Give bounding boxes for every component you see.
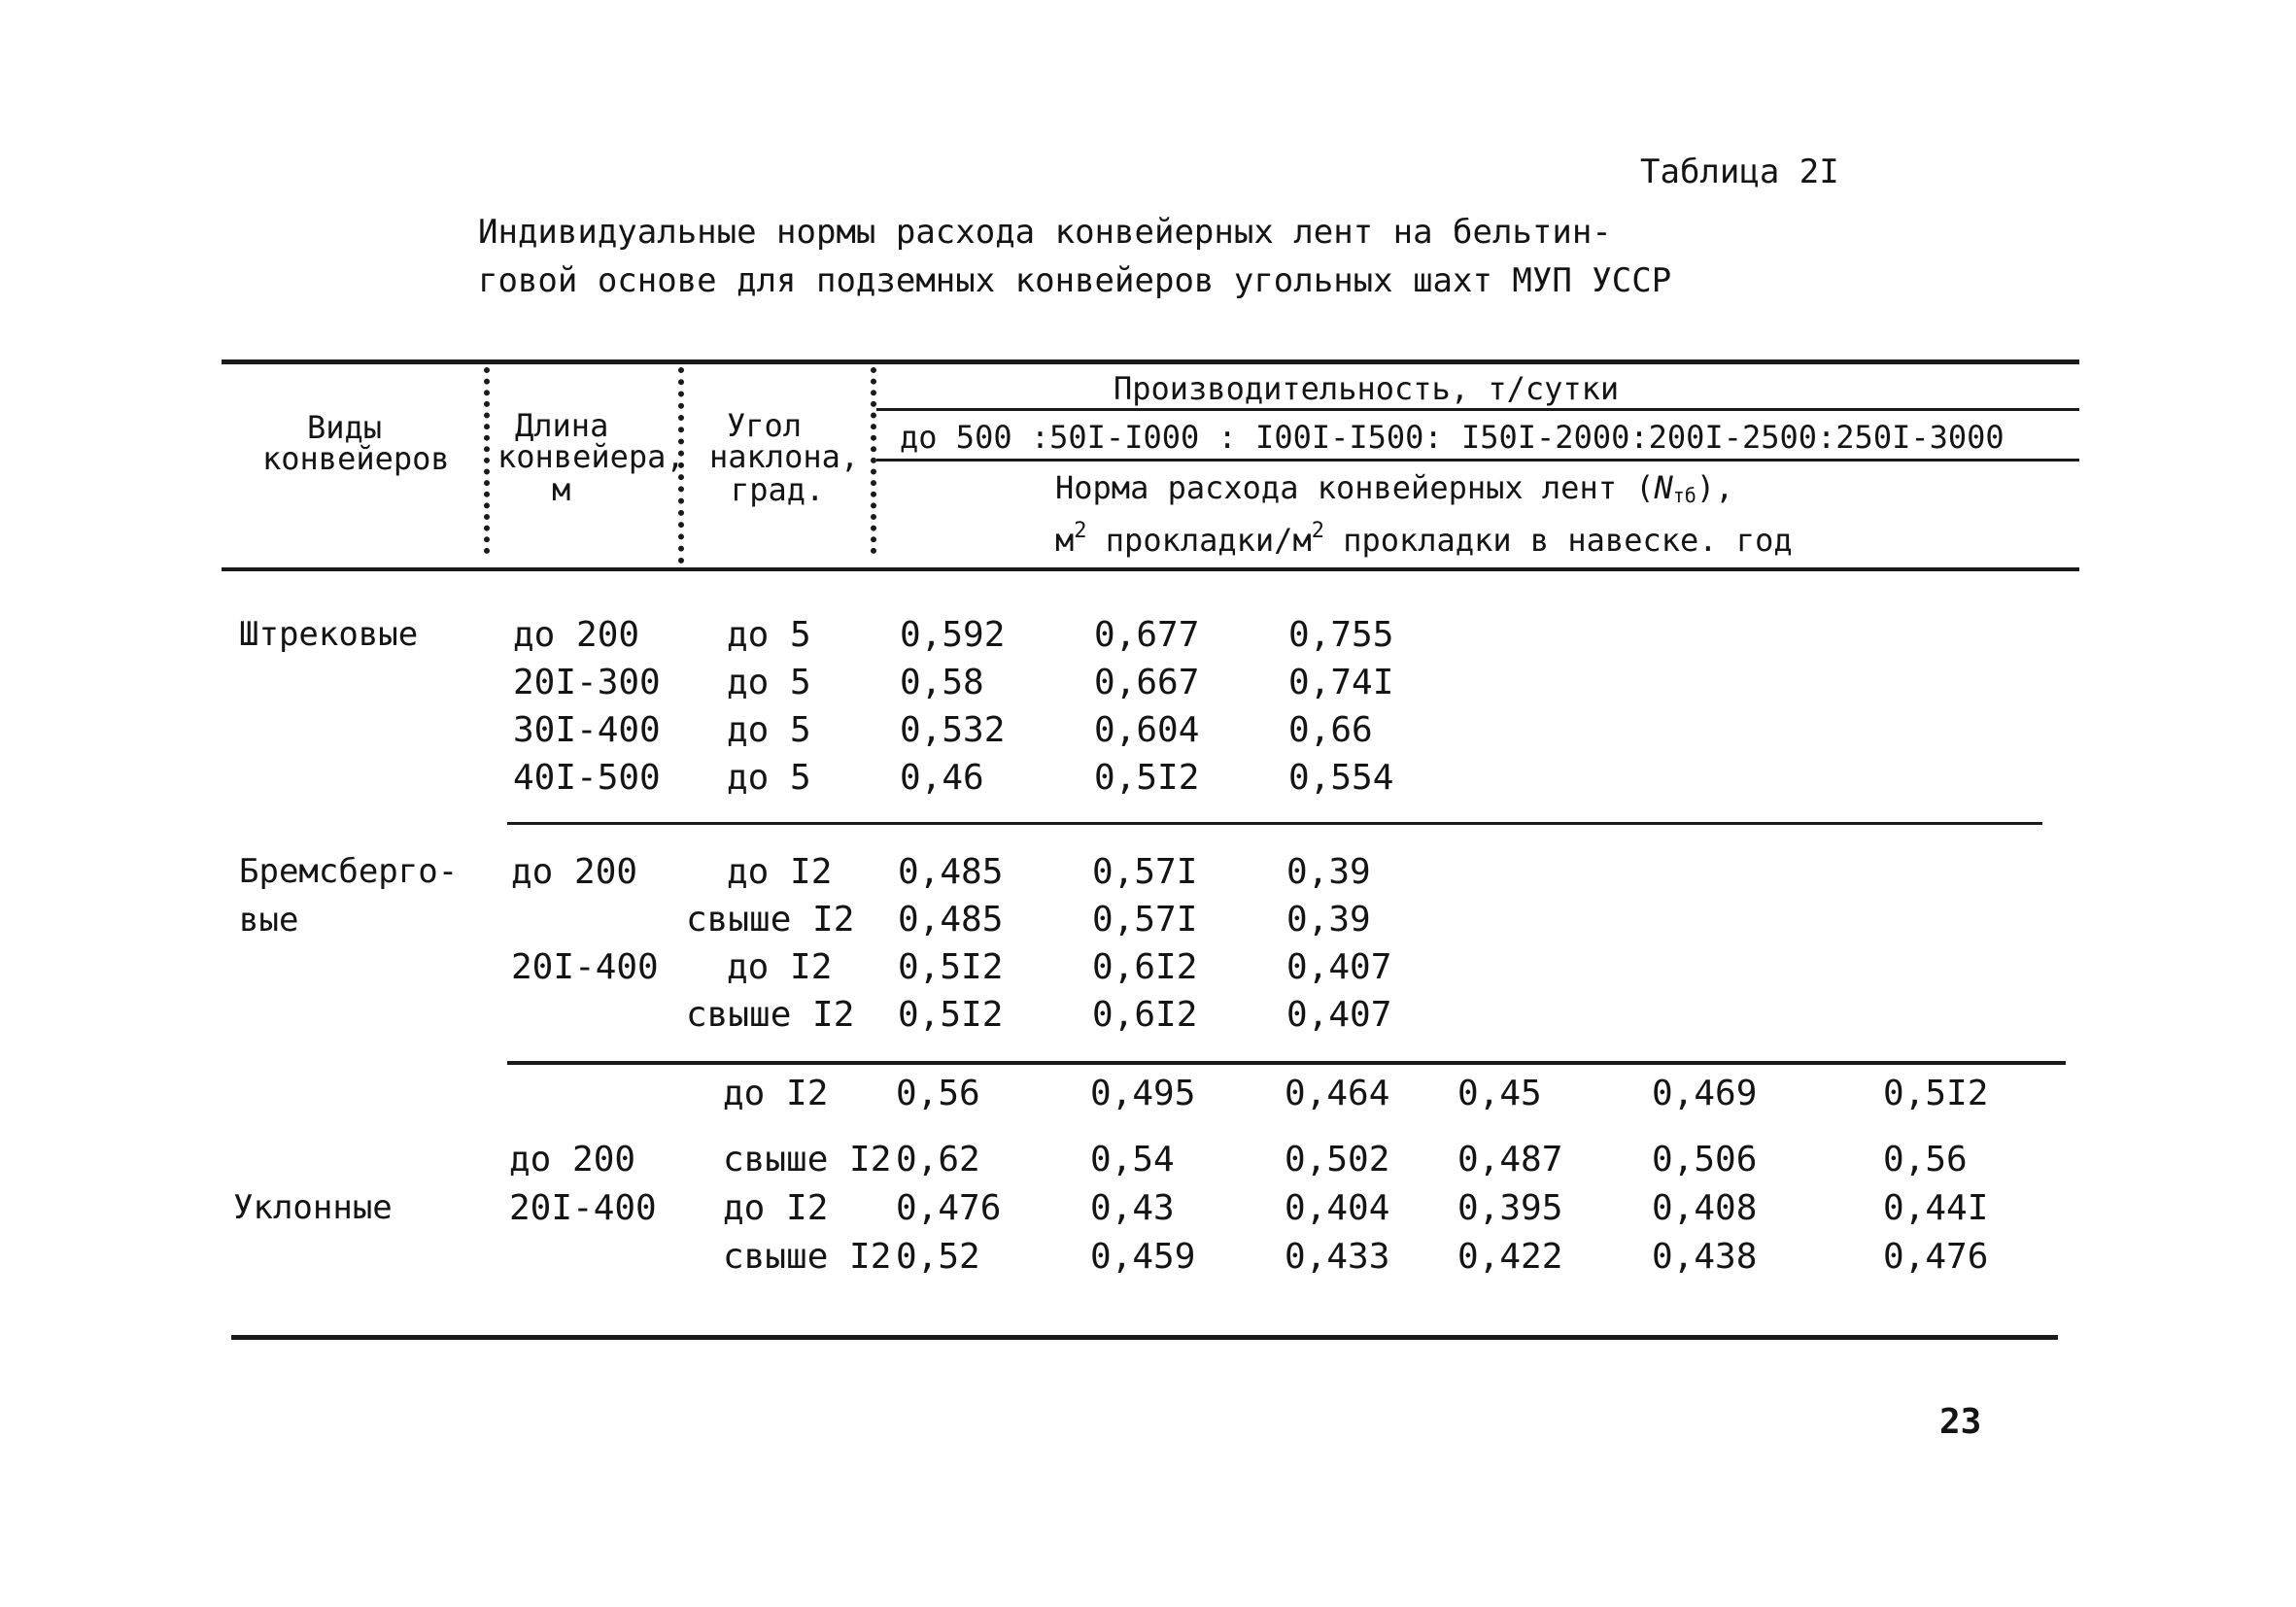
page-number: 23 <box>1939 1402 1982 1442</box>
table-row-9-v6: 0,5I2 <box>1883 1074 1989 1113</box>
table-row-11-v5: 0,408 <box>1652 1188 1758 1228</box>
table-row-12-angle: свыше I2 <box>723 1237 892 1277</box>
header-type-line1: Виды <box>307 409 383 446</box>
table-row-1-v1: 0,592 <box>900 615 1006 655</box>
header-productivity-ranges: до 500 :50I-I000 : I00I-I500: I50I-2000:200I-2500:250I-3000 <box>900 419 2005 456</box>
table-row-3-v1: 0,532 <box>900 710 1006 750</box>
table-row-2-length: 20I-300 <box>513 663 661 702</box>
table-row-10-v3: 0,502 <box>1285 1140 1390 1180</box>
norm-symbol: N <box>1654 469 1673 506</box>
table-row-7-v1: 0,5I2 <box>898 947 1004 987</box>
table-row-2-v2: 0,667 <box>1094 663 1200 702</box>
table-row-10-v2: 0,54 <box>1090 1140 1175 1180</box>
table-row-1-v3: 0,755 <box>1288 615 1394 655</box>
title-line-2: говой основе для подземных конвейеров угольных шахт МУП УССР <box>478 261 1672 300</box>
table-row-4-angle: до 5 <box>727 758 811 798</box>
table-row-11-v6: 0,44I <box>1883 1188 1989 1228</box>
table-row-11-v2: 0,43 <box>1090 1188 1175 1228</box>
table-bottom-rule <box>231 1335 2058 1340</box>
header-type-line2: конвейеров <box>262 440 450 477</box>
table-row-5-v1: 0,485 <box>898 852 1004 892</box>
table-row-8-v2: 0,6I2 <box>1092 995 1198 1035</box>
table-row-5-v2: 0,57I <box>1092 852 1198 892</box>
group-divider-1 <box>507 822 2042 825</box>
table-row-5-angle: до I2 <box>727 852 833 892</box>
norm-unit-sup-1: 2 <box>1074 519 1087 543</box>
table-row-4-v3: 0,554 <box>1288 758 1394 798</box>
table-row-7-v2: 0,6I2 <box>1092 947 1198 987</box>
table-row-6-v3: 0,39 <box>1286 900 1371 940</box>
table-row-2-v3: 0,74I <box>1288 663 1394 702</box>
norm-unit-mid: прокладки/м <box>1086 522 1312 559</box>
table-row-10-v6: 0,56 <box>1883 1140 1968 1180</box>
table-row-3-v2: 0,604 <box>1094 710 1200 750</box>
table-row-6-v2: 0,57I <box>1092 900 1198 940</box>
norm-unit-m: м <box>1055 522 1075 559</box>
table-row-10-length: до 200 <box>509 1140 636 1180</box>
group-type-shtrekovye: Штрековые <box>239 615 419 654</box>
group-type-bremsbergovye-line2: вые <box>239 901 299 940</box>
table-row-3-angle: до 5 <box>727 710 811 750</box>
header-length-line2: конвейера, <box>497 438 685 475</box>
header-length-line3: м <box>552 471 571 508</box>
table-row-10-angle: свыше I2 <box>723 1140 892 1180</box>
header-angle-line2: наклона, <box>709 438 860 475</box>
group-type-uklonnye: Уклонные <box>233 1188 393 1227</box>
table-row-8-v1: 0,5I2 <box>898 995 1004 1035</box>
table-row-10-v4: 0,487 <box>1457 1140 1563 1180</box>
norm-subscript: тб <box>1672 484 1696 507</box>
table-row-7-angle: до I2 <box>727 947 833 987</box>
table-label: Таблица 2I <box>1640 153 1839 191</box>
table-row-11-length: 20I-400 <box>509 1188 657 1228</box>
table-row-2-angle: до 5 <box>727 663 811 702</box>
table-row-5-v3: 0,39 <box>1286 852 1371 892</box>
table-row-12-v1: 0,52 <box>896 1237 980 1277</box>
table-row-12-v6: 0,476 <box>1883 1237 1989 1277</box>
table-row-6-angle: свыше I2 <box>686 900 855 940</box>
group-type-bremsbergovye-line1: Бремсберго- <box>239 852 459 891</box>
table-top-rule <box>222 359 2079 364</box>
table-row-10-v5: 0,506 <box>1652 1140 1758 1180</box>
norm-unit-end: прокладки в навеске. год <box>1323 522 1793 559</box>
table-row-2-v1: 0,58 <box>900 663 984 702</box>
table-row-9-v5: 0,469 <box>1652 1074 1758 1113</box>
table-row-7-v3: 0,407 <box>1286 947 1392 987</box>
table-row-10-v1: 0,62 <box>896 1140 980 1180</box>
header-bottom-rule <box>222 567 2079 571</box>
norm-suffix: ), <box>1696 469 1734 506</box>
table-row-11-v3: 0,404 <box>1285 1188 1390 1228</box>
table-row-12-v3: 0,433 <box>1285 1237 1390 1277</box>
table-row-3-v3: 0,66 <box>1288 710 1373 750</box>
table-row-4-v2: 0,5I2 <box>1094 758 1200 798</box>
header-separator-3 <box>871 367 876 554</box>
table-row-12-v4: 0,422 <box>1457 1237 1563 1277</box>
title-line-1: Индивидуальные нормы расхода конвейерных лент на бельтин- <box>478 213 1612 252</box>
table-row-9-v3: 0,464 <box>1285 1074 1390 1113</box>
table-row-3-length: 30I-400 <box>513 710 661 750</box>
table-row-9-v4: 0,45 <box>1457 1074 1542 1113</box>
table-row-5-length: до 200 <box>511 852 638 892</box>
table-row-9-angle: до I2 <box>723 1074 829 1113</box>
table-row-1-length: до 200 <box>513 615 640 655</box>
table-row-4-v1: 0,46 <box>900 758 984 798</box>
table-row-9-v2: 0,495 <box>1090 1074 1196 1113</box>
table-row-8-angle: свыше I2 <box>686 995 855 1035</box>
ranges-rule <box>876 459 2079 462</box>
header-angle-line3: град. <box>731 471 825 508</box>
header-angle-line1: Угол <box>727 407 803 444</box>
table-row-8-v3: 0,407 <box>1286 995 1392 1035</box>
header-norm-line1 <box>1055 469 1734 507</box>
table-row-1-v2: 0,677 <box>1094 615 1200 655</box>
header-separator-1 <box>484 367 490 554</box>
table-row-11-angle: до I2 <box>723 1188 829 1228</box>
table-row-12-v5: 0,438 <box>1652 1237 1758 1277</box>
group-divider-2 <box>507 1061 2066 1065</box>
norm-prefix: Норма расхода конвейерных лент ( <box>1055 469 1655 506</box>
table-row-12-v2: 0,459 <box>1090 1237 1196 1277</box>
productivity-rule <box>876 408 2079 411</box>
table-row-11-v1: 0,476 <box>896 1188 1002 1228</box>
header-length-line1: Длина <box>515 407 609 444</box>
table-row-4-length: 40I-500 <box>513 758 661 798</box>
table-row-7-length: 20I-400 <box>511 947 659 987</box>
table-row-11-v4: 0,395 <box>1457 1188 1563 1228</box>
header-norm-line2 <box>1055 519 1793 559</box>
table-row-1-angle: до 5 <box>727 615 811 655</box>
header-productivity: Производительность, т/сутки <box>1114 370 1620 407</box>
table-row-6-v1: 0,485 <box>898 900 1004 940</box>
table-row-9-v1: 0,56 <box>896 1074 980 1113</box>
norm-unit-sup-2: 2 <box>1311 519 1324 543</box>
